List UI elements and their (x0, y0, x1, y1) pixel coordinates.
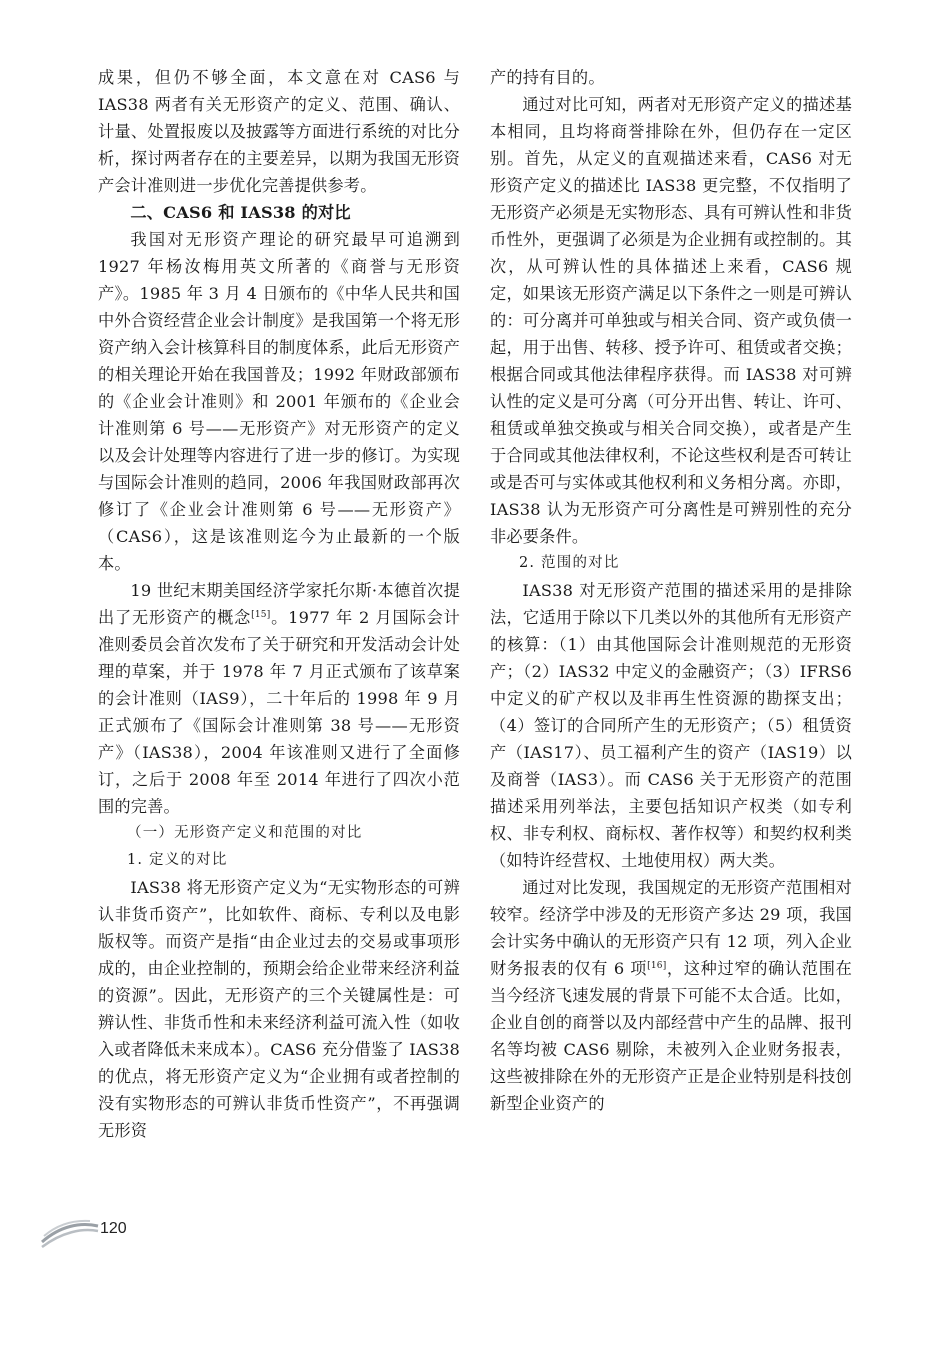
paragraph-text: 通过对比发现，我国规定的无形资产范围相对较窄。经济学中涉及的无形资产多达 29 项，我国会计实务中确认的无形资产只有 12 项，列入企业财务报表的仅有 6 项 (490, 878, 852, 978)
citation-ref[interactable]: [15] (251, 610, 271, 620)
section-heading: 二、CAS6 和 IAS38 的对比 (130, 203, 351, 222)
citation-ref[interactable]: [16] (647, 961, 667, 971)
paragraph: 成果，但仍不够全面，本文意在对 CAS6 与 IAS38 两者有关无形资产的定义、范围、确认、计量、处置报废以及披露等方面进行系统的对比分析，探讨两者存在的主要差异，以期为我国无形资产会计准则进一步优化完善提供参考。 (98, 68, 460, 195)
paragraph-text: 。1977 年 2 月国际会计准则委员会首次发布了关于研究和开发活动会计处理的草案，并于 1978 年 7 月正式颁布了该草案的会计准则（IAS9），二十年后的 1998 年 9 月正式颁布了《国际会计准则第 38 号——无形资产》（IAS38），2004 年该准则又进行了全面修订，之后于 2008 年至 2014 年进行了四次小范围的完善。 (98, 608, 460, 816)
paragraph: 通过对比可知，两者对无形资产定义的描述基本相同，且均将商誉排除在外，但仍存在一定区别。首先，从定义的直观描述来看，CAS6 对无形资产定义的描述比 IAS38 更完整，不仅指明了无形资产必须是无实物形态、具有可辨认性和非货币性外，更强调了必须是为企业拥有或控制的。其次，从可辨认性的具体描述上来看，CAS6 规定，如果该无形资产满足以下条件之一则是可辨认的：可分离并可单独或与相关合同、资产或负债一起，用于出售、转移、授予许可、租赁或者交换；根据合同或其他法律程序获得。而 IAS38 对可辨认性的定义是可分离（可分开出售、转让、许可、租赁或单独交换或与相关合同交换），或者是产生于合同或其他法律权利，不论这些权利是否可转让或是否可与实体或其他权利和义务相分离。亦即，IAS38 认为无形资产可分离性是可辨别性的充分非必要条件。 (490, 95, 852, 546)
subsection-heading: 2. 范围的对比 (519, 555, 620, 571)
page-number: 120 (100, 1220, 127, 1237)
paragraph: 产的持有目的。 (490, 68, 605, 87)
paragraph: 我国对无形资产理论的研究最早可追溯到 1927 年杨汝梅用英文所著的《商誉与无形资产》。1985 年 3 月 4 日颁布的《中华人民共和国中外合资经营企业会计制度》是我国第一个将无形资产纳入会计核算科目的制度体系，此后无形资产的相关理论开始在我国普及；1992 年财政部颁布的《企业会计准则》和 2001 年颁布的《企业会计准则第 6 号——无形资产》对无形资产的定义以及会计处理等内容进行了进一步的修订。为实现与国际会计准则的趋同，2006 年我国财政部再次修订了《企业会计准则第 6 号——无形资产》（CAS6），这是该准则迄今为止最新的一个版本。 (98, 230, 460, 573)
paragraph: IAS38 对无形资产范围的描述采用的是排除法，它适用于除以下几类以外的其他所有无形资产的核算：（1）由其他国际会计准则规范的无形资产；（2）IAS32 中定义的金融资产；（3）IFRS6 中定义的矿产权以及非再生性资源的勘探支出；（4）签订的合同所产生的无形资产；（5）租赁资产（IAS17）、员工福利产生的资产（IAS19）以及商誉（IAS3）。而 CAS6 关于无形资产的范围描述采用列举法，主要包括知识产权类（如专利权、非专利权、商标权、著作权等）和契约权利类（如特许经营权、土地使用权）两大类。 (490, 581, 852, 870)
paragraph (98, 577, 460, 820)
paragraph-text: 19 世纪末期美国经济学家托尔斯·本德首次提出了无形资产的概念 (98, 581, 460, 627)
subsection-heading: （一）无形资产定义和范围的对比 (127, 825, 363, 841)
subsection-heading: 1. 定义的对比 (127, 852, 228, 868)
right-column (490, 64, 852, 1117)
paragraph: IAS38 将无形资产定义为“无实物形态的可辨认非货币资产”，比如软件、商标、专利以及电影版权等。而资产是指“由企业过去的交易或事项形成的，由企业控制的，预期会给企业带来经济利益的资源”。因此，无形资产的三个关键属性是：可辨认性、非货币性和未来经济利益可流入性（如收入或者降低未来成本）。CAS6 充分借鉴了 IAS38 的优点，将无形资产定义为“企业拥有或者控制的没有实物形态的可辨认非货币性资产”，不再强调无形资 (98, 878, 460, 1140)
left-column (98, 64, 460, 1144)
paragraph (490, 874, 852, 1117)
paragraph-text: ，这种过窄的确认范围在当今经济飞速发展的背景下可能不太合适。比如，企业自创的商誉以及内部经营中产生的品牌、报刊名等均被 CAS6 剔除，未被列入企业财务报表，这些被排除在外的无形资产正是企业特别是科技创新型企业资产的 (490, 959, 853, 1113)
